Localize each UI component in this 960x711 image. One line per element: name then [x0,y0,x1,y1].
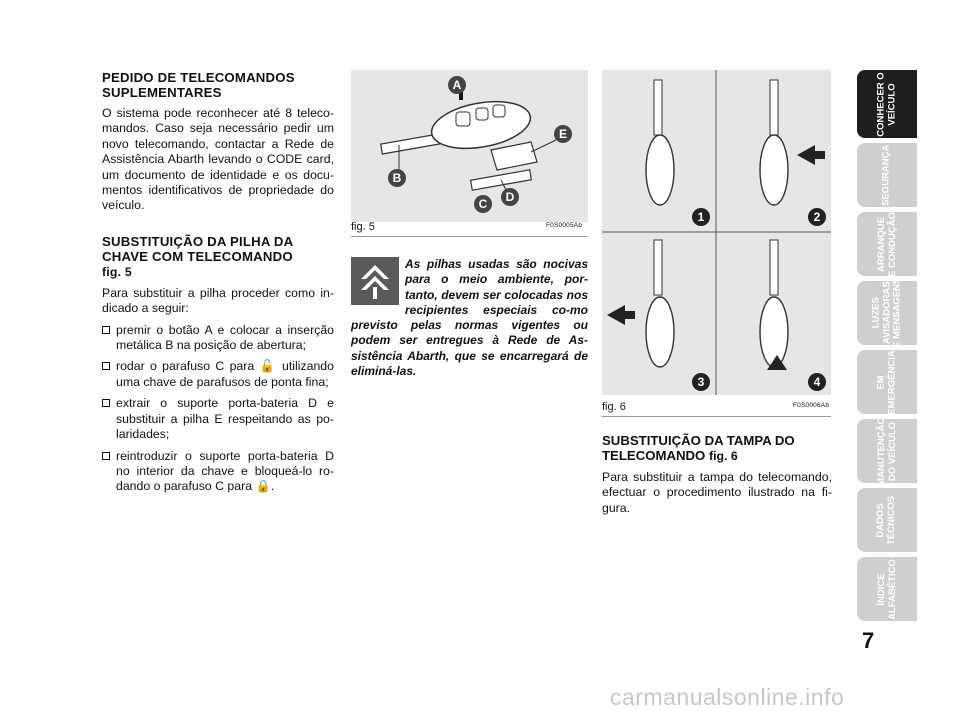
right-column [602,433,832,516]
step-1-badge: 1 [692,208,710,226]
step-3-badge: 3 [692,373,710,391]
label-b: B [388,169,406,187]
caption-divider [602,416,831,417]
checkbox-bullet-icon [102,452,110,460]
environment-warning-text [351,257,588,379]
watermark: carmanualsonline.info [610,684,845,710]
tab-dados-tecnicos[interactable]: DADOS TÉCNICOS [857,488,917,552]
tab-em-emergencia[interactable]: EM EMERGÊNCIA [857,350,917,414]
section-title-battery: SUBSTITUIÇÃO DA PILHA DA CHAVE COM TELECOMANDO fig. 5 [102,233,293,279]
icon-spacer [351,257,405,317]
tab-seguranca[interactable]: SEGURANÇA [857,143,917,207]
page-number: 7 [862,628,875,653]
label-a: A [448,76,466,94]
tab-arranque-conducao[interactable]: ARRANQUE E CONDUÇÃO [857,212,917,276]
figure-5-key-illustration [351,70,588,222]
checkbox-bullet-icon [102,326,110,334]
figure-5-code: F0S0005Ab [546,222,583,229]
section-body-extra-remotes: O sistema pode reconhecer até 8 teleco-mandos. Caso seja necessário pedir um novo telecomando, contactar a Rede de Assistência Abarth levando o CODE card, um documento de identidade e os docu-mentos identificativos de propriedade do veículo. [102,106,334,213]
bullet-item: premir o botão A e colocar a inserção metálica B na posição de abertura; [102,323,334,354]
battery-intro: Para substituir a pilha proceder como in-dicado a seguir: [102,285,334,316]
cover-steps-drawing [602,70,831,395]
label-e: E [554,125,572,143]
warning-text: As pilhas usadas são nocivas para o meio ambiente, por-tanto, devem ser colocadas nos recipientes especiais co-mo previsto pelas normas vigentes ou podem ser entregues à Rede de As-sistência Abarth, que se encarregará de eliminá-las. [351,257,588,379]
tab-indice-alfabetico[interactable]: ÍNDICE ALFABÉTICO [857,557,917,621]
step-4-badge: 4 [808,373,826,391]
tab-manutencao[interactable]: MANUTENÇÃO DO VEÍCULO [857,419,917,483]
figure-6-code: F0S0006Ab [793,402,830,409]
figure-5-caption: fig. 5 [351,221,375,233]
section-body-cover: Para substituir a tampa do telecomando, efectuar o procedimento ilustrado na fi-gura. [602,470,832,515]
bullet-item: rodar o parafuso C para 🔓 utilizando uma chave de parafusos de ponta fina; [102,359,334,390]
fig-reference: fig. 5 [102,264,132,279]
bullet-item: reintroduzir o suporte porta-bateria D no interior da chave e bloqueá-lo ro-dando o parafuso C para 🔒. [102,449,334,495]
checkbox-bullet-icon [102,362,110,370]
section-title-extra-remotes: PEDIDO DE TELECOMANDOS SUPLEMENTARES [102,70,295,100]
label-d: D [501,188,519,206]
key-drawing [351,70,588,222]
step-2-badge: 2 [808,208,826,226]
tab-conhecer-o-veiculo[interactable]: CONHECER O VEÍCULO [857,70,917,138]
fig-reference: fig. 6 [708,449,738,463]
bullet-item: extrair o suporte porta-bateria D e substituir a pilha E respeitando as po-laridades; [102,396,334,442]
caption-divider [351,236,588,237]
checkbox-bullet-icon [102,399,110,407]
section-title-cover: SUBSTITUIÇÃO DA TAMPA DO TELECOMANDO fig. 6 [602,433,795,463]
left-column [102,70,334,501]
figure-6-cover-replacement [602,70,831,395]
figure-6-caption: fig. 6 [602,401,626,413]
tab-luzes-avisadoras[interactable]: LUZES AVISADORAS E MENSAGENS [857,281,917,345]
label-c: C [474,195,492,213]
